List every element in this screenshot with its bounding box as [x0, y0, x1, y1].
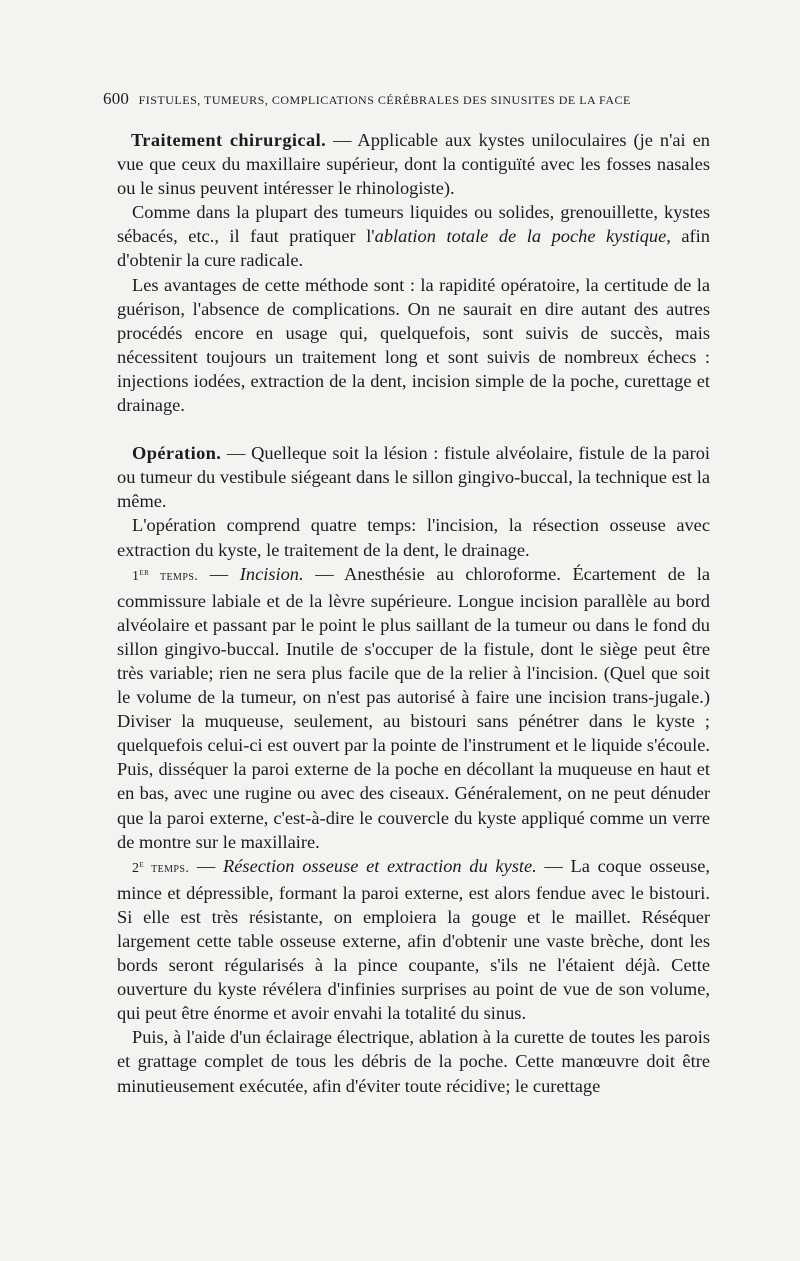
page-number: 600	[103, 89, 130, 108]
paragraph-curette	[117, 1025, 710, 1097]
running-title: FISTULES, TUMEURS, COMPLICATIONS CÉRÉBRALES DES SINUSITES DE LA FACE	[138, 93, 631, 107]
paragraph-operation	[117, 441, 710, 513]
paragraph-text: — Applicable aux kystes uniloculaires (je n'ai en vue que ceux du maxillaire supérieur, dont la contiguïté avec les fosses nasales ou le sinus peuvent intéresser le rhinologiste).	[117, 130, 710, 199]
italic-phrase: ablation totale de la poche kystique	[374, 226, 667, 247]
running-header	[103, 89, 703, 109]
body-text	[117, 128, 710, 1098]
italic-subheading: Résection osseuse et extraction du kyste.	[223, 855, 537, 876]
dash: —	[198, 563, 240, 584]
paragraph-text: — Quelleque soit la lésion : fistule alvéolaire, fistule de la paroi ou tumeur du vestibule siégeant dans le sillon gingivo-buccal, la technique est la même.	[117, 443, 710, 512]
paragraph-text: Comme dans la plupart des tumeurs liquides ou solides, grenouillette, kystes sébacés, etc., il faut pratiquer l'	[117, 202, 710, 247]
temps-label	[132, 566, 199, 584]
dash: —	[189, 855, 224, 876]
temps-number: 1	[132, 568, 140, 584]
section-heading-operation: Opération.	[132, 443, 222, 464]
paragraph-premier-temps	[117, 562, 710, 854]
italic-subheading: Incision.	[239, 563, 304, 584]
paragraph-text: L'opération comprend quatre temps: l'incision, la résection osseuse avec extraction du kyste, le traitement de la dent, le drainage.	[117, 515, 710, 560]
paragraph-traitement-chirurgical	[117, 128, 710, 200]
temps-word: temps.	[144, 860, 190, 876]
paragraph-text: , afin d'obtenir la cure radicale.	[117, 226, 710, 271]
temps-number: 2	[132, 860, 140, 876]
temps-word: temps.	[149, 568, 199, 584]
paragraph-ablation	[117, 200, 710, 272]
paragraph-deuxieme-temps	[117, 854, 710, 1026]
paragraph-text: Les avantages de cette méthode sont : la rapidité opératoire, la certitude de la guérison, l'absence de complications. On ne saurait en dire autant des autres procédés encore en usage qui, quelquefois, sont suivis de succès, mais nécessitent toujours un traitement long et sont suivis de nombreux échecs : injections iodées, extraction de la dent, incision simple de la poche, curettage et drainage.	[117, 274, 710, 416]
temps-label	[132, 858, 190, 876]
paragraph-quatre-temps	[117, 513, 710, 561]
temps-superscript: er	[139, 566, 150, 578]
paragraph-text: Puis, à l'aide d'un éclairage électrique, ablation à la curette de toutes les parois et grattage complet de tous les débris de la poche. Cette manœuvre doit être minutieusement exécutée, afin d'éviter toute récidive; le curettage	[117, 1027, 710, 1096]
temps-superscript: e	[139, 858, 145, 870]
paragraph-text: — Anesthésie au chloroforme. Écartement de la commissure labiale et de la lèvre supérieure. Longue incision parallèle au bord alvéolaire et passant par le point le plus saillant de la tumeur ou dans le fond du sillon gingivo-buccal. Inutile de s'occuper de la fistule, dont le siège peut être très variable; rien ne sera plus facile que de la relier à l'incision. (Quel que soit le volume de la tumeur, on n'est pas autorisé à faire une incision trans-jugale.) Diviser la muqueuse, seulement, au bistouri sans pénétrer dans le kyste ; quelquefois celui-ci est ouvert par la pointe de l'instrument et le liquide s'écoule. Puis, disséquer la paroi externe de la poche en décollant la muqueuse en haut et en bas, avec une rugine ou avec des ciseaux. Généralement, on ne peut dénuder que la paroi externe, c'est-à-dire le couvercle du kyste appliqué comme un verre de montre sur le maxillaire.	[117, 563, 710, 852]
section-heading-traitement: Traitement chirurgical.	[131, 130, 327, 150]
paragraph-text: — La coque osseuse, mince et dépressible, formant la paroi externe, est alors fendue avec le bistouri. Si elle est très résistante, on emploiera la gouge et le maillet. Réséquer largement cette table osseuse externe, afin d'obtenir une vaste brèche, dont les bords seront régularisés à la pince coupante, s'ils ne l'étaient déjà. Cette ouverture du kyste révélera d'infinies surprises au point de vue de son volume, qui peut être énorme et avoir envahi la totalité du sinus.	[117, 855, 710, 1024]
paragraph-avantages	[117, 273, 710, 418]
